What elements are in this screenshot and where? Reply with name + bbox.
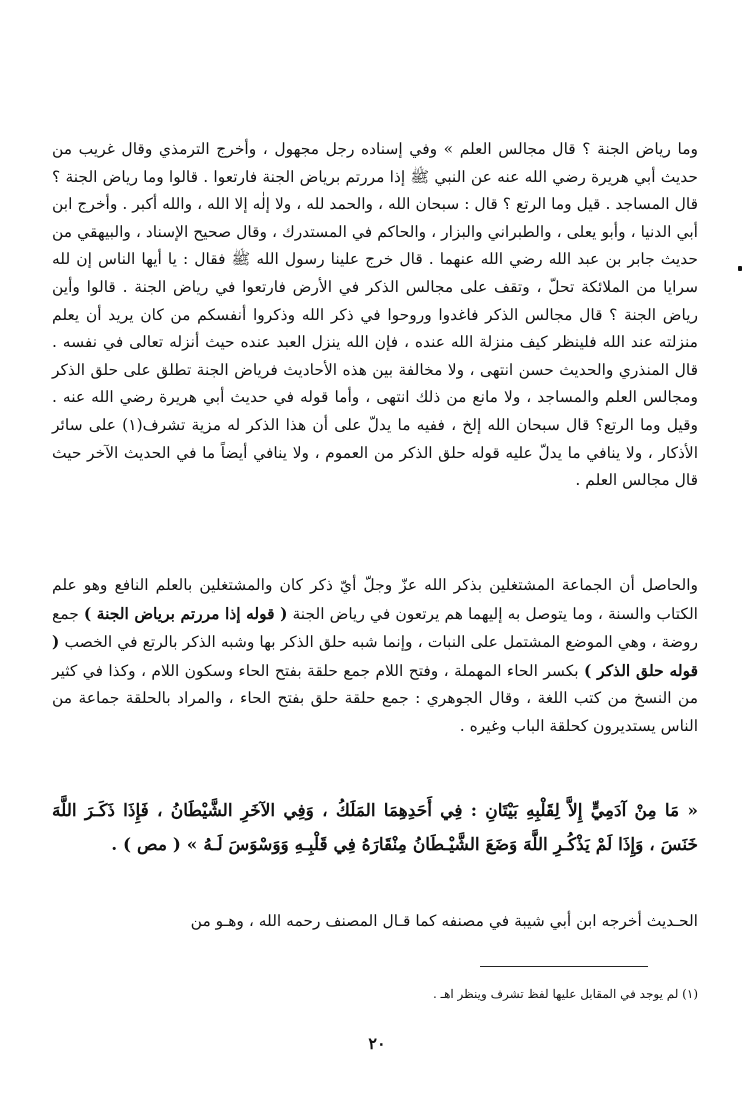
page-number: ٢٠ <box>368 1034 386 1053</box>
paragraph-3: الحـديث أخرجه ابن أبي شيبة في مصنفه كما قـال المصنف رحمه الله ، وهـو من <box>190 912 698 930</box>
paragraph-2 <box>52 572 698 741</box>
margin-mark <box>738 266 742 271</box>
commentary-heading-hilaq: ( قوله حلق الذكر ) <box>52 632 698 680</box>
paragraph-2-text-b: جمع روضة ، وهي الموضع المشتمل على النبات ، وإنما شبه حلق الذكر بها وشبه الذكر بالرتع في الخصب <box>52 604 698 652</box>
hadith-text: « مَا مِنْ آدَمِيٍّ إِلاَّ لِقَلْبِهِ بَيْتَانِ : فِي أَحَدِهِمَا المَلَكُ ، وَفِي الآخَرِ الشَّيْطَانُ ، فَإِذَا ذَكَـرَ اللَّهَ خَنَسَ ، وَإِذَا لَمْ يَذْكُـرِ اللَّهَ وَضَعَ الشَّيْـطَانُ مِنْقَارَهُ فِي قَلْبِـهِ وَوَسْوَسَ لَـهُ » ( مص ) . <box>52 801 699 855</box>
paragraph-2-text-a: والحاصل أن الجماعة المشتغلين بذكر الله عزّ وجلّ أيّ ذكر كان والمشتغلين بالعلم النافع وهو علم الكتاب والسنة ، وما يتوصل به إليهما هم يرتعون في رياض الجنة <box>52 576 698 623</box>
footnote-divider <box>480 966 648 967</box>
paragraph-1: وما رياض الجنة ؟ قال مجالس العلم » وفي إسناده رجل مجهول ، وأخرج الترمذي وقال غريب من حديث أبي هريرة رضي الله عنه عن النبي ﷺ إذا مررتم برياض الجنة فارتعوا . قالوا وما رياض الجنة ؟ قال المساجد . قيل وما الرتع ؟ قال : سبحان الله ، والحمد لله ، ولا إلٰه إلا الله ، والله أكبر . وأخرج ابن أبي الدنيا ، وأبو يعلى ، والطبراني والبزار ، والحاكم في المستدرك ، وقال صحيح الإسناد ، والبيهقي من حديث جابر بن عبد الله رضي الله عنهما . قال خرج علينا رسول الله ﷺ فقال : يا أيها الناس إن لله سرايا من الملائكة تحلّ ، وتقف على مجالس الذكر في الأرض فارتعوا في رياض الجنة . قالوا وأين رياض الجنة ؟ قال مجالس الذكر فاغدوا وروحوا في ذكر الله وذكروا أنفسكم من كان يريد أن يعلم منزلته عند الله فلينظر كيف منزلة الله عنده ، فإن الله ينزل العبد عنده حيث أنزله تعالى في نفسه . قال المنذري والحديث حسن انتهى ، ولا مخالفة بين هذه الأحاديث فرياض الجنة تطلق على حلق الذكر ومجالس العلم والمساجد ، ولا مانع من ذلك انتهى ، وأما قوله في حديث أبي هريرة رضي الله عنه . وقيل وما الرتع؟ قال سبحان الله إلخ ، ففيه ما يدلّ على أن هذا الذكر له مزية تشرف(١) على سائر الأذكار ، ولا ينافي ما يدلّ عليه قوله حلق الذكر من العموم ، ولا ينافي أيضاً ما في الحديث الآخر حيث قال مجالس العلم . <box>52 140 699 490</box>
paragraph-2-text-c: بكسر الحاء المهملة ، وفتح اللام جمع حلقة بفتح الحاء وسكون اللام ، وكذا في كثير من النسخ من كتب اللغة ، وقال الجوهري : جمع حلقة حلق بفتح الحاء ، والمراد بالحلقة جماعة من الناس يستديرون كحلقة الباب وغيره . <box>52 661 698 735</box>
commentary-heading-riyad: ( قوله إذا مررتم برياض الجنة ) <box>83 603 288 623</box>
footnote: (١) لم يوجد في المقابل عليها لفظ تشرف وينظر اهـ . <box>432 987 698 1001</box>
